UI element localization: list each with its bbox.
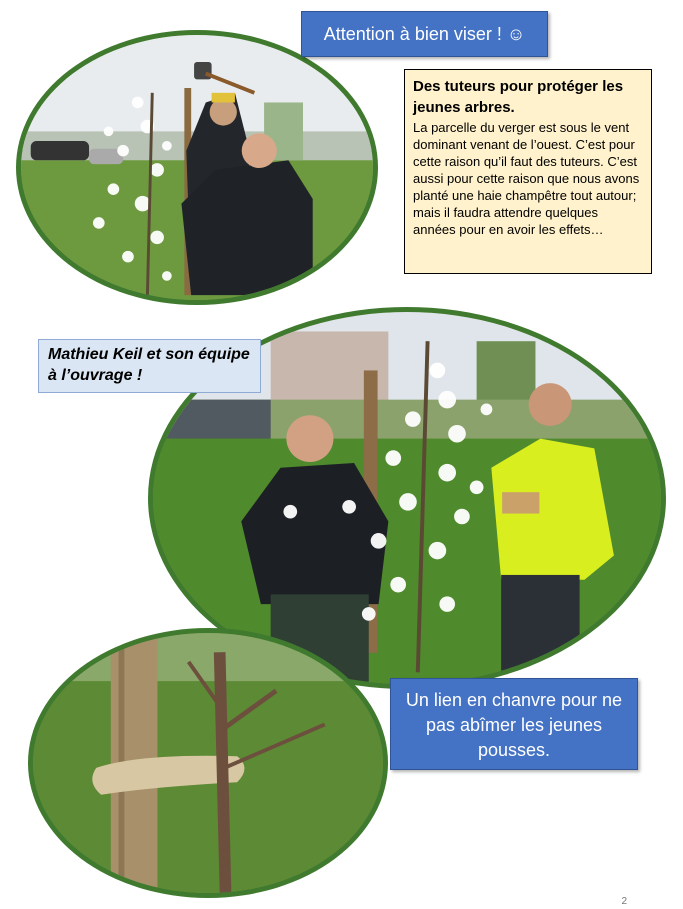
callout-hemp-tie-text: Un lien en chanvre pour ne pas abîmer les jeunes pousses. (405, 690, 623, 760)
info-box-body: La parcelle du verger est sous le vent dominant venant de l’ouest. C’est pour cette raison qu’il faut des tuteurs. C’est aussi pour cette raison que nous avons planté une haie champêtre tout autour; mais il faudra attendre quelques années pour en avoir les effets… (413, 120, 640, 237)
info-box-title: Des tuteurs pour protéger les jeunes arbres. (413, 78, 624, 116)
callout-aim-well-text: Attention à bien viser ! ☺ (323, 24, 526, 44)
page-number: 2 (621, 896, 627, 907)
callout-aim-well (301, 11, 548, 57)
photo-hammering-stake (16, 30, 378, 305)
callout-hemp-tie (390, 678, 638, 770)
caption-team-text: Mathieu Keil et son équipe à l’ouvrage ! (48, 346, 250, 384)
photo-hemp-tie (28, 628, 388, 898)
info-box-stakes (404, 69, 652, 274)
caption-team (38, 339, 261, 393)
